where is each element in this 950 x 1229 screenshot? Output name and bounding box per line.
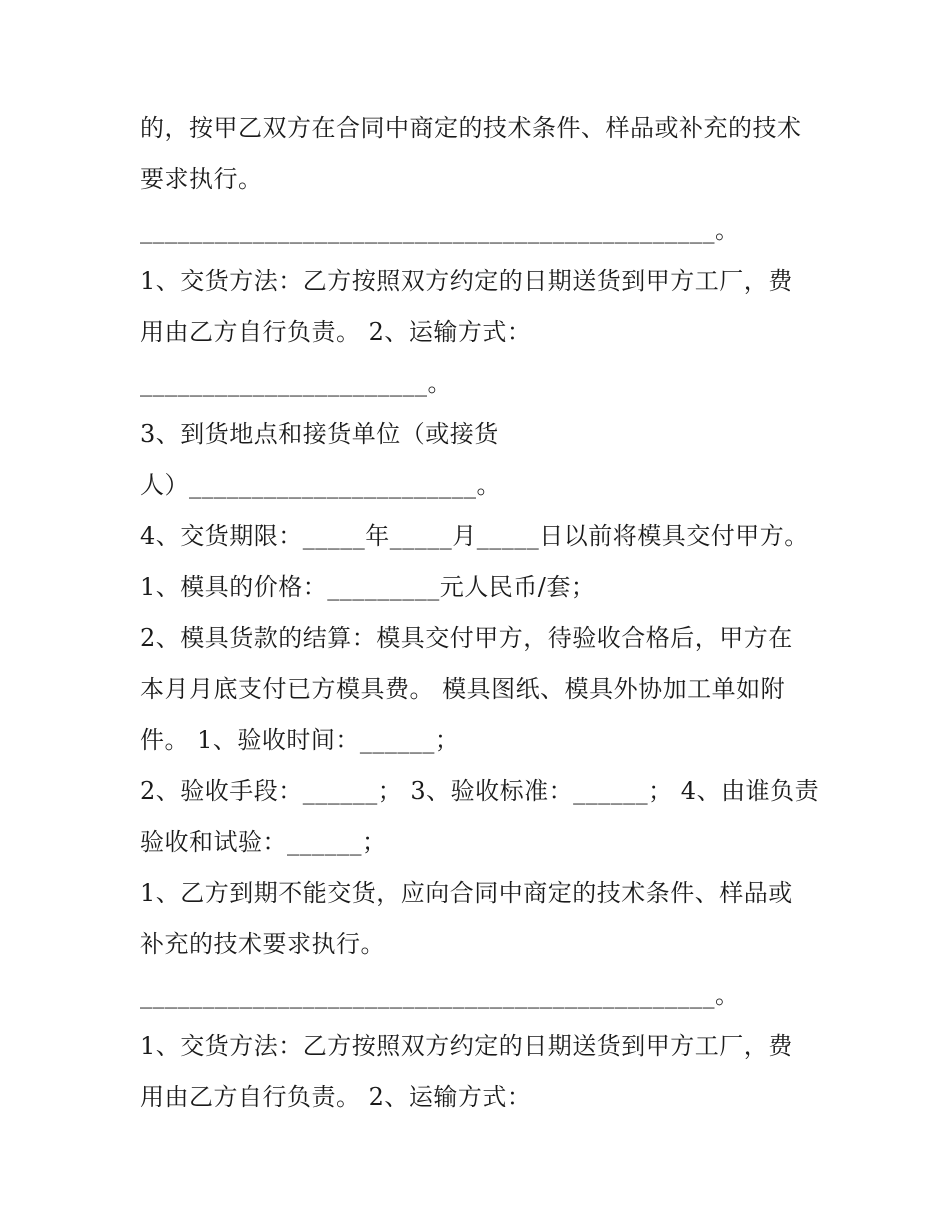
blank-fill-line: ______________________________________________。: [140, 216, 740, 244]
clause-transport-method: 用由乙方自行负责。 2、运输方式：: [140, 318, 532, 346]
clause-delivery-deadline: 4、交货期限：_____年_____月_____日以前将模具交付甲方。: [140, 522, 809, 550]
paragraph-line-requirements: 要求执行。: [140, 165, 263, 193]
clause-late-delivery-continued: 补充的技术要求执行。: [140, 930, 385, 958]
clause-delivery-method-2: 1、交货方法：乙方按照双方约定的日期送货到甲方工厂，费: [140, 1032, 793, 1060]
clause-payment-settlement: 2、模具货款的结算：模具交付甲方，待验收合格后，甲方在: [140, 624, 793, 652]
blank-delivery-receiver: 人）_______________________。: [140, 471, 501, 499]
clause-mold-price: 1、模具的价格：_________元人民币/套；: [140, 573, 596, 601]
clause-acceptance-time: 件。 1、验收时间：______；: [140, 726, 460, 754]
clause-acceptance-testing: 验收和试验：______；: [140, 828, 387, 856]
blank-transport-method: _______________________。: [140, 369, 452, 397]
clause-acceptance-method-standard: 2、验收手段：______； 3、验收标准：______； 4、由谁负责: [140, 777, 820, 805]
clause-delivery-method: 1、交货方法：乙方按照双方约定的日期送货到甲方工厂，费: [140, 267, 793, 295]
blank-fill-line-2: ______________________________________________。: [140, 981, 740, 1009]
clause-late-delivery: 1、乙方到期不能交货，应向合同中商定的技术条件、样品或: [140, 879, 793, 907]
clause-payment-continued: 本月月底支付已方模具费。 模具图纸、模具外协加工单如附: [140, 675, 786, 703]
paragraph-line-tech-conditions: 的，按甲乙双方在合同中商定的技术条件、样品或补充的技术: [140, 114, 802, 142]
clause-transport-method-2: 用由乙方自行负责。 2、运输方式：: [140, 1083, 532, 1111]
clause-delivery-location: 3、到货地点和接货单位（或接货: [140, 420, 499, 448]
